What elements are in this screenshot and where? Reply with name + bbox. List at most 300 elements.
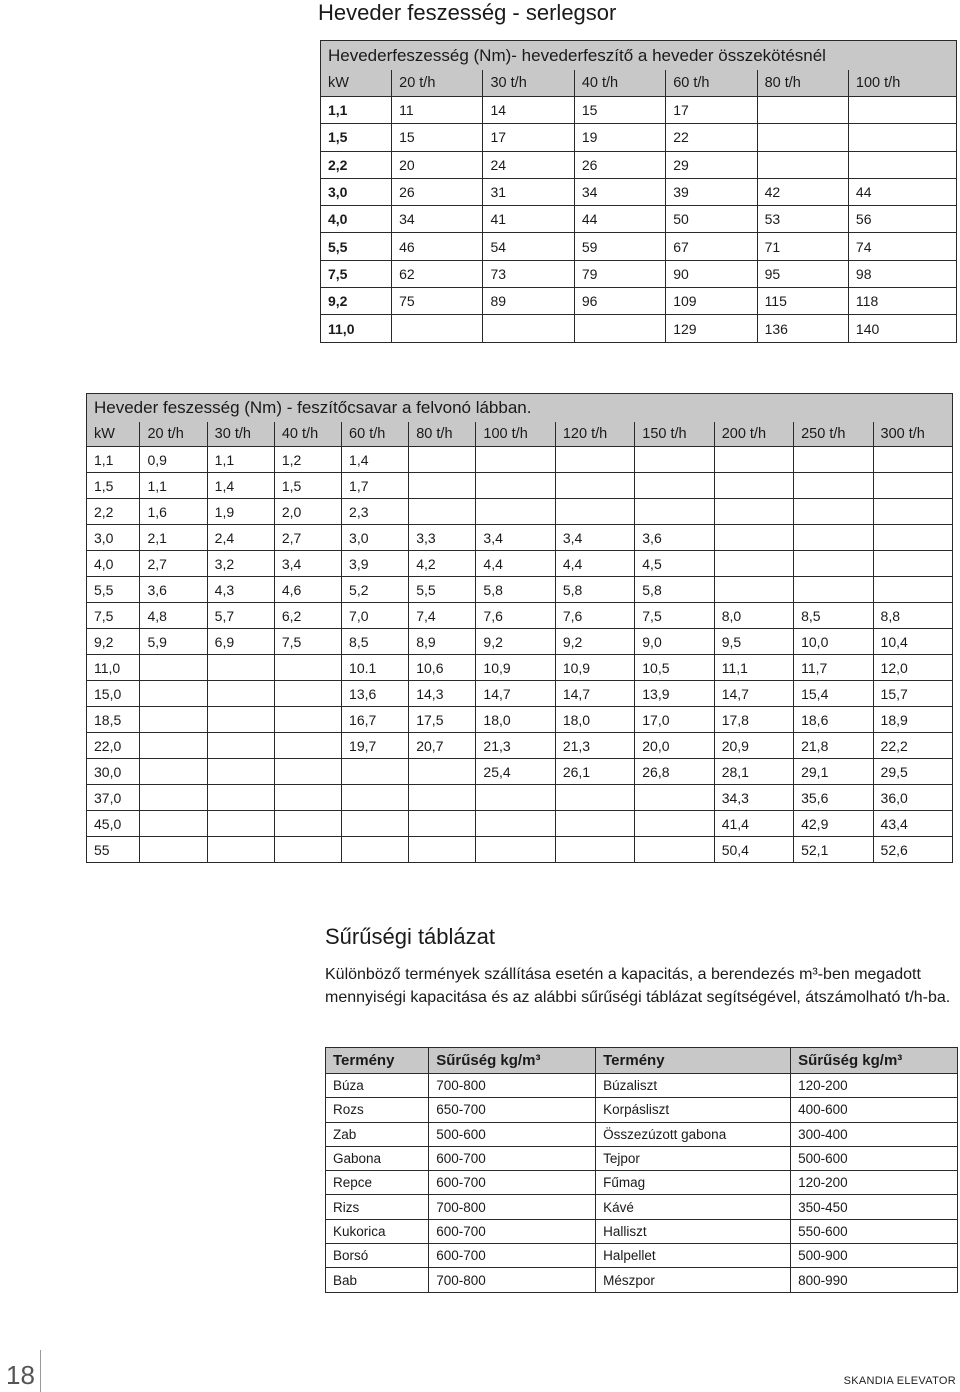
table-cell: Gabona	[326, 1146, 429, 1170]
table-cell	[555, 499, 634, 525]
table-cell: 11	[392, 97, 483, 124]
density-table	[325, 1047, 958, 1293]
table-cell: 1,5	[274, 473, 341, 499]
page-number: 18	[6, 1360, 35, 1390]
table-cell	[794, 525, 873, 551]
column-header: Termény	[326, 1048, 429, 1074]
table-cell: 29,5	[873, 759, 952, 785]
column-header: kW	[321, 70, 392, 97]
column-header: 40 t/h	[574, 70, 665, 97]
table-cell: 4,3	[207, 577, 274, 603]
column-header: Sűrűség kg/m³	[791, 1048, 958, 1074]
table-cell: 90	[666, 260, 757, 287]
table-cell	[409, 499, 476, 525]
table-cell: 96	[574, 288, 665, 315]
table-row	[326, 1244, 958, 1268]
table-cell: 35,6	[794, 785, 873, 811]
table-cell: 50	[666, 206, 757, 233]
table-cell: 7,6	[476, 603, 555, 629]
table-cell: Rizs	[326, 1195, 429, 1219]
table-cell	[794, 473, 873, 499]
table-cell	[274, 655, 341, 681]
table-cell: Tejpor	[596, 1146, 791, 1170]
table-cell	[274, 681, 341, 707]
table-cell: 8,5	[342, 629, 409, 655]
table-cell: 22,0	[87, 733, 140, 759]
table-cell: 20,7	[409, 733, 476, 759]
table-cell	[848, 151, 956, 178]
tension-table-coupling	[320, 40, 957, 343]
table-cell: 6,2	[274, 603, 341, 629]
table-cell: 8,5	[794, 603, 873, 629]
table-cell: 36,0	[873, 785, 952, 811]
table-cell: 4,4	[476, 551, 555, 577]
table-cell: 62	[392, 260, 483, 287]
table-cell	[483, 315, 574, 342]
table-cell: 10,4	[873, 629, 952, 655]
column-header: 80 t/h	[757, 70, 848, 97]
table-cell	[207, 837, 274, 863]
table-cell	[873, 473, 952, 499]
table-cell	[635, 473, 714, 499]
table-cell	[476, 785, 555, 811]
table-cell: 54	[483, 233, 574, 260]
table-cell: 17,5	[409, 707, 476, 733]
table-caption-row	[321, 41, 957, 71]
table-cell	[794, 551, 873, 577]
column-header: 250 t/h	[794, 422, 873, 447]
table-cell	[207, 681, 274, 707]
table-cell	[794, 447, 873, 473]
table-cell: 11,0	[87, 655, 140, 681]
table-cell: 1,9	[207, 499, 274, 525]
table-cell	[207, 733, 274, 759]
table-cell: 8,8	[873, 603, 952, 629]
table-row	[87, 655, 953, 681]
table-row	[321, 315, 957, 342]
table-row	[326, 1195, 958, 1219]
table-cell: Mészpor	[596, 1268, 791, 1292]
table-cell: 18,5	[87, 707, 140, 733]
column-header: 150 t/h	[635, 422, 714, 447]
table-row	[87, 707, 953, 733]
table-cell: 3,2	[207, 551, 274, 577]
table-cell: 20,9	[714, 733, 793, 759]
table-cell: 8,0	[714, 603, 793, 629]
table-cell: 5,5	[321, 233, 392, 260]
table-cell: 29	[666, 151, 757, 178]
table-cell	[555, 473, 634, 499]
table-cell	[794, 499, 873, 525]
table-cell	[274, 707, 341, 733]
table-cell: 500-600	[791, 1146, 958, 1170]
table-cell	[342, 785, 409, 811]
table-cell: 89	[483, 288, 574, 315]
table-cell: 5,5	[87, 577, 140, 603]
column-header: 40 t/h	[274, 422, 341, 447]
footer-divider	[40, 1350, 41, 1392]
table-cell	[342, 837, 409, 863]
table-cell: 2,0	[274, 499, 341, 525]
table-cell	[714, 577, 793, 603]
table-cell: 7,5	[274, 629, 341, 655]
table-cell: 19	[574, 124, 665, 151]
table-cell	[342, 759, 409, 785]
table-cell: 109	[666, 288, 757, 315]
table-row	[87, 811, 953, 837]
table-cell: 600-700	[429, 1244, 596, 1268]
table-row	[326, 1074, 958, 1098]
table-cell: 1,5	[321, 124, 392, 151]
table-row	[326, 1098, 958, 1122]
table-cell: 9,2	[321, 288, 392, 315]
table-cell: 9,2	[87, 629, 140, 655]
table-cell	[635, 447, 714, 473]
footer-brand: SKANDIA ELEVATOR	[843, 1375, 956, 1387]
table-cell: 3,0	[342, 525, 409, 551]
table-cell: 46	[392, 233, 483, 260]
table-cell: 2,2	[321, 151, 392, 178]
table-cell: 15	[392, 124, 483, 151]
table-cell	[140, 785, 207, 811]
table-row	[87, 499, 953, 525]
column-header: Termény	[596, 1048, 791, 1074]
table-cell: 79	[574, 260, 665, 287]
column-header: 300 t/h	[873, 422, 952, 447]
table-cell: 15,7	[873, 681, 952, 707]
column-header: 20 t/h	[140, 422, 207, 447]
table-row	[326, 1171, 958, 1195]
table-cell	[848, 124, 956, 151]
table-row	[87, 473, 953, 499]
table-cell	[555, 447, 634, 473]
column-header: 200 t/h	[714, 422, 793, 447]
table-cell: 7,5	[321, 260, 392, 287]
table-cell: 7,0	[342, 603, 409, 629]
table-cell: 95	[757, 260, 848, 287]
table-cell: 9,5	[714, 629, 793, 655]
table-cell: 700-800	[429, 1268, 596, 1292]
table-cell: 115	[757, 288, 848, 315]
table-cell: 10,9	[476, 655, 555, 681]
table-row	[321, 206, 957, 233]
table-cell: 4,2	[409, 551, 476, 577]
column-header: 30 t/h	[207, 422, 274, 447]
column-header: 60 t/h	[666, 70, 757, 97]
table-cell: 650-700	[429, 1098, 596, 1122]
table-cell: Kukorica	[326, 1219, 429, 1243]
table-cell: 7,6	[555, 603, 634, 629]
table-cell	[392, 315, 483, 342]
table-cell: 19,7	[342, 733, 409, 759]
table-cell: 400-600	[791, 1098, 958, 1122]
table-cell	[555, 811, 634, 837]
table-cell: 4,8	[140, 603, 207, 629]
table-cell: 5,8	[476, 577, 555, 603]
table-cell	[714, 551, 793, 577]
table-header-row	[87, 422, 953, 447]
table-cell: 3,4	[555, 525, 634, 551]
table-row	[87, 603, 953, 629]
table-cell: 55	[87, 837, 140, 863]
table-header-row	[326, 1048, 958, 1074]
table-cell: 3,0	[87, 525, 140, 551]
table-row	[87, 785, 953, 811]
table-cell: 52,1	[794, 837, 873, 863]
table-cell: 34	[392, 206, 483, 233]
table-cell: 4,0	[87, 551, 140, 577]
table-cell: 22,2	[873, 733, 952, 759]
table-cell: 2,7	[274, 525, 341, 551]
table-cell: 75	[392, 288, 483, 315]
table-cell: 120-200	[791, 1074, 958, 1098]
table-cell	[140, 733, 207, 759]
table-cell: 7,5	[635, 603, 714, 629]
table-cell: 700-800	[429, 1074, 596, 1098]
table-caption: Heveder feszesség (Nm) - feszítőcsavar a felvonó lábban.	[87, 394, 953, 423]
table-cell: Fűmag	[596, 1171, 791, 1195]
table-cell: 16,7	[342, 707, 409, 733]
table-cell	[714, 499, 793, 525]
table-cell	[873, 577, 952, 603]
table-cell: 600-700	[429, 1146, 596, 1170]
table-cell: 10,0	[794, 629, 873, 655]
table-cell: 14,7	[555, 681, 634, 707]
table-cell: Búza	[326, 1074, 429, 1098]
table-cell: 26	[392, 178, 483, 205]
column-header: 20 t/h	[392, 70, 483, 97]
table-cell: 42,9	[794, 811, 873, 837]
page-title: Heveder feszesség - serlegsor	[318, 0, 617, 25]
table-cell: 59	[574, 233, 665, 260]
table-cell: 700-800	[429, 1195, 596, 1219]
table-cell: 500-600	[429, 1122, 596, 1146]
table-cell: 2,2	[87, 499, 140, 525]
table-cell: 2,4	[207, 525, 274, 551]
table-cell	[635, 811, 714, 837]
table-cell: 0,9	[140, 447, 207, 473]
table-cell: 600-700	[429, 1219, 596, 1243]
table-cell	[757, 151, 848, 178]
table-cell: 5,5	[409, 577, 476, 603]
column-header: 60 t/h	[342, 422, 409, 447]
table-cell: Korpásliszt	[596, 1098, 791, 1122]
table-cell	[409, 811, 476, 837]
density-description: Különböző termények szállítása esetén a kapacitás, a berendezés m³-ben megadott mennyiségi kapacitása és az alábbi sűrűségi táblázat segítségével, átszámolható t/h-ba.	[325, 966, 951, 1006]
table-cell: 1,1	[87, 447, 140, 473]
table-cell	[409, 759, 476, 785]
table-cell: 29,1	[794, 759, 873, 785]
table-cell: 73	[483, 260, 574, 287]
table-cell: 5,9	[140, 629, 207, 655]
table-cell: 9,2	[555, 629, 634, 655]
table-cell: 25,4	[476, 759, 555, 785]
table-row	[321, 178, 957, 205]
table-cell: 37,0	[87, 785, 140, 811]
table-cell	[274, 837, 341, 863]
table-cell: 34	[574, 178, 665, 205]
table-cell: 9,0	[635, 629, 714, 655]
table-cell: 26	[574, 151, 665, 178]
table-cell	[207, 655, 274, 681]
table-cell: 800-990	[791, 1268, 958, 1292]
table-cell	[140, 759, 207, 785]
table-cell: 14,3	[409, 681, 476, 707]
table-cell: 15,0	[87, 681, 140, 707]
table-cell: 98	[848, 260, 956, 287]
table-cell	[274, 811, 341, 837]
table-cell	[635, 785, 714, 811]
table-cell	[714, 447, 793, 473]
table-cell	[635, 499, 714, 525]
table-row	[326, 1146, 958, 1170]
table-cell: 74	[848, 233, 956, 260]
table-cell	[555, 785, 634, 811]
column-header: 30 t/h	[483, 70, 574, 97]
table-row	[321, 97, 957, 124]
table-cell	[140, 811, 207, 837]
table-cell	[476, 837, 555, 863]
table-cell: 3,4	[274, 551, 341, 577]
table-cell: 28,1	[714, 759, 793, 785]
table-cell: 14	[483, 97, 574, 124]
table-cell: Kávé	[596, 1195, 791, 1219]
table-cell: 1,1	[140, 473, 207, 499]
table-cell: 3,6	[635, 525, 714, 551]
table-cell: 17,8	[714, 707, 793, 733]
table-cell: 18,6	[794, 707, 873, 733]
table-cell: 14,7	[476, 681, 555, 707]
table-cell: Borsó	[326, 1244, 429, 1268]
table-cell: Halliszt	[596, 1219, 791, 1243]
table-cell: 129	[666, 315, 757, 342]
table-cell: 3,3	[409, 525, 476, 551]
table-cell: 5,8	[555, 577, 634, 603]
table-cell: 14,7	[714, 681, 793, 707]
density-title: Sűrűségi táblázat	[325, 924, 495, 949]
table-cell	[274, 733, 341, 759]
table-cell: 15,4	[794, 681, 873, 707]
table-cell: 26,1	[555, 759, 634, 785]
table-cell	[342, 811, 409, 837]
tension-table-foot-screw	[86, 393, 953, 863]
table-cell: 22	[666, 124, 757, 151]
table-cell: Zab	[326, 1122, 429, 1146]
table-row	[326, 1122, 958, 1146]
table-cell: 17,0	[635, 707, 714, 733]
table-cell: 136	[757, 315, 848, 342]
table-cell	[757, 97, 848, 124]
table-cell: 13,6	[342, 681, 409, 707]
table-cell	[274, 785, 341, 811]
table-cell: 44	[848, 178, 956, 205]
column-header: 100 t/h	[848, 70, 956, 97]
table-cell: 3,6	[140, 577, 207, 603]
table-cell: 15	[574, 97, 665, 124]
table-row	[87, 759, 953, 785]
table-cell: 24	[483, 151, 574, 178]
table-cell: 18,9	[873, 707, 952, 733]
table-cell: Rozs	[326, 1098, 429, 1122]
table-row	[321, 260, 957, 287]
table-cell	[873, 447, 952, 473]
table-cell: 21,3	[476, 733, 555, 759]
table-cell	[140, 681, 207, 707]
table-cell: 2,3	[342, 499, 409, 525]
table-cell	[207, 785, 274, 811]
table-cell: 53	[757, 206, 848, 233]
table-cell: 1,4	[207, 473, 274, 499]
table-cell	[476, 473, 555, 499]
table-cell: 1,2	[274, 447, 341, 473]
table-cell: 11,7	[794, 655, 873, 681]
table-cell: 10,5	[635, 655, 714, 681]
table-cell: 20	[392, 151, 483, 178]
table-cell: 4,5	[635, 551, 714, 577]
column-header: 120 t/h	[555, 422, 634, 447]
table-cell: 44	[574, 206, 665, 233]
table-cell: 56	[848, 206, 956, 233]
table-cell: 17	[483, 124, 574, 151]
table-cell: 10,9	[555, 655, 634, 681]
table-cell: 550-600	[791, 1219, 958, 1243]
table-cell: 3,4	[476, 525, 555, 551]
table-row	[321, 233, 957, 260]
table-row	[87, 577, 953, 603]
table-cell: 71	[757, 233, 848, 260]
table-cell	[140, 707, 207, 733]
table-cell: 140	[848, 315, 956, 342]
table-cell: Repce	[326, 1171, 429, 1195]
table-cell: 67	[666, 233, 757, 260]
table-cell	[873, 499, 952, 525]
table-row	[326, 1219, 958, 1243]
table-row	[321, 288, 957, 315]
column-header: kW	[87, 422, 140, 447]
table-caption: Hevederfeszesség (Nm)- hevederfeszítő a heveder összekötésnél	[321, 41, 957, 71]
table-cell	[476, 811, 555, 837]
table-cell: 21,8	[794, 733, 873, 759]
table-row	[87, 733, 953, 759]
table-cell	[140, 655, 207, 681]
table-cell	[757, 124, 848, 151]
table-cell	[140, 837, 207, 863]
table-cell	[714, 473, 793, 499]
table-cell: 4,0	[321, 206, 392, 233]
column-header: 80 t/h	[409, 422, 476, 447]
table-cell	[409, 837, 476, 863]
table-cell: 5,7	[207, 603, 274, 629]
table-cell: 500-900	[791, 1244, 958, 1268]
table-cell	[555, 837, 634, 863]
table-cell	[207, 811, 274, 837]
table-cell: 31	[483, 178, 574, 205]
table-cell: 17	[666, 97, 757, 124]
table-cell: 41	[483, 206, 574, 233]
table-cell: 1,7	[342, 473, 409, 499]
table-cell	[848, 97, 956, 124]
table-cell: 7,5	[87, 603, 140, 629]
table-header-row	[321, 70, 957, 97]
table-cell: 10.1	[342, 655, 409, 681]
table-cell: 1,1	[321, 97, 392, 124]
table-cell	[409, 785, 476, 811]
table-cell: 11,0	[321, 315, 392, 342]
table-row	[87, 447, 953, 473]
table-cell	[873, 525, 952, 551]
table-cell: 18,0	[476, 707, 555, 733]
table-cell: 11,1	[714, 655, 793, 681]
